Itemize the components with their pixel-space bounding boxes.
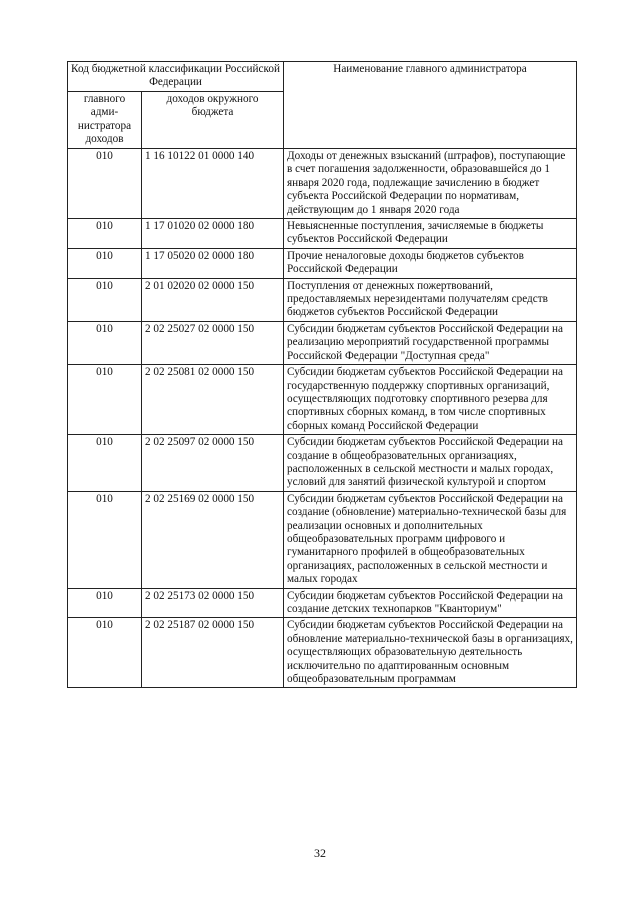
admin-code-cell: 010 — [68, 618, 142, 688]
administrator-name-cell: Субсидии бюджетам субъектов Российской Федерации на обновление материально-технической базы в организациях, осуществляющих образовательную деятельность исключительно по адаптированным основным общеобразовательным программам — [284, 618, 577, 688]
administrator-name-cell: Субсидии бюджетам субъектов Российской Федерации на государственную поддержку спортивных организаций, осуществляющих подготовку спортивного резерва для спортивных сборных команд, в том числе спортивных сборных команд Российской Федерации — [284, 365, 577, 435]
table-row — [68, 321, 577, 364]
page-number: 32 — [314, 846, 326, 860]
administrator-name-cell: Субсидии бюджетам субъектов Российской Федерации на создание детских технопарков "Кванториум" — [284, 588, 577, 618]
table-header-row-1 — [68, 62, 577, 92]
income-code-cell: 1 16 10122 01 0000 140 — [142, 149, 284, 219]
income-code-cell: 2 02 25173 02 0000 150 — [142, 588, 284, 618]
table-row — [68, 219, 577, 249]
income-code-cell: 1 17 01020 02 0000 180 — [142, 219, 284, 249]
income-code-cell: 1 17 05020 02 0000 180 — [142, 248, 284, 278]
admin-code-cell: 010 — [68, 365, 142, 435]
administrator-name-cell: Невыясненные поступления, зачисляемые в бюджеты субъектов Российской Федерации — [284, 219, 577, 249]
admin-code-cell: 010 — [68, 149, 142, 219]
income-column-header: доходов окружного бюджета — [142, 92, 284, 149]
admin-code-cell: 010 — [68, 435, 142, 492]
table-row — [68, 365, 577, 435]
admin-column-header: главного адми-нистратора доходов — [68, 92, 142, 149]
table-row — [68, 588, 577, 618]
administrator-name-cell: Поступления от денежных пожертвований, предоставляемых нерезидентами получателям средств бюджетов субъектов Российской Федерации — [284, 278, 577, 321]
admin-code-cell: 010 — [68, 219, 142, 249]
kbk-group-header: Код бюджетной классификации Российской Федерации — [68, 62, 284, 92]
name-column-header: Наименование главного администратора — [284, 62, 577, 149]
administrator-name-cell: Субсидии бюджетам субъектов Российской Федерации на реализацию мероприятий государственной программы Российской Федерации "Доступная среда" — [284, 321, 577, 364]
budget-classification-table — [67, 61, 577, 688]
administrator-name-cell: Субсидии бюджетам субъектов Российской Федерации на создание в общеобразовательных организациях, расположенных в сельской местности и малых городах, условий для занятий физической культурой и спортом — [284, 435, 577, 492]
table-row — [68, 491, 577, 588]
income-code-cell: 2 02 25097 02 0000 150 — [142, 435, 284, 492]
admin-code-cell: 010 — [68, 491, 142, 588]
table-row — [68, 248, 577, 278]
income-code-cell: 2 02 25081 02 0000 150 — [142, 365, 284, 435]
admin-code-cell: 010 — [68, 248, 142, 278]
table-row — [68, 618, 577, 688]
admin-code-cell: 010 — [68, 588, 142, 618]
income-code-cell: 2 02 25169 02 0000 150 — [142, 491, 284, 588]
table-row — [68, 278, 577, 321]
admin-code-cell: 010 — [68, 321, 142, 364]
income-code-cell: 2 02 25027 02 0000 150 — [142, 321, 284, 364]
table-row — [68, 435, 577, 492]
administrator-name-cell: Доходы от денежных взысканий (штрафов), поступающие в счет погашения задолженности, образовавшейся до 1 января 2020 года, подлежащие зачислению в бюджет субъекта Российской Федерации по нормативам, действующим до 1 января 2020 года — [284, 149, 577, 219]
income-code-cell: 2 01 02020 02 0000 150 — [142, 278, 284, 321]
admin-code-cell: 010 — [68, 278, 142, 321]
administrator-name-cell: Субсидии бюджетам субъектов Российской Федерации на создание (обновление) материально-технической базы для реализации основных и дополнительных общеобразовательных программ цифрового и гуманитарного профилей в общеобразовательных организациях, расположенных в сельской местности и малых городах — [284, 491, 577, 588]
income-code-cell: 2 02 25187 02 0000 150 — [142, 618, 284, 688]
administrator-name-cell: Прочие неналоговые доходы бюджетов субъектов Российской Федерации — [284, 248, 577, 278]
table-row — [68, 149, 577, 219]
